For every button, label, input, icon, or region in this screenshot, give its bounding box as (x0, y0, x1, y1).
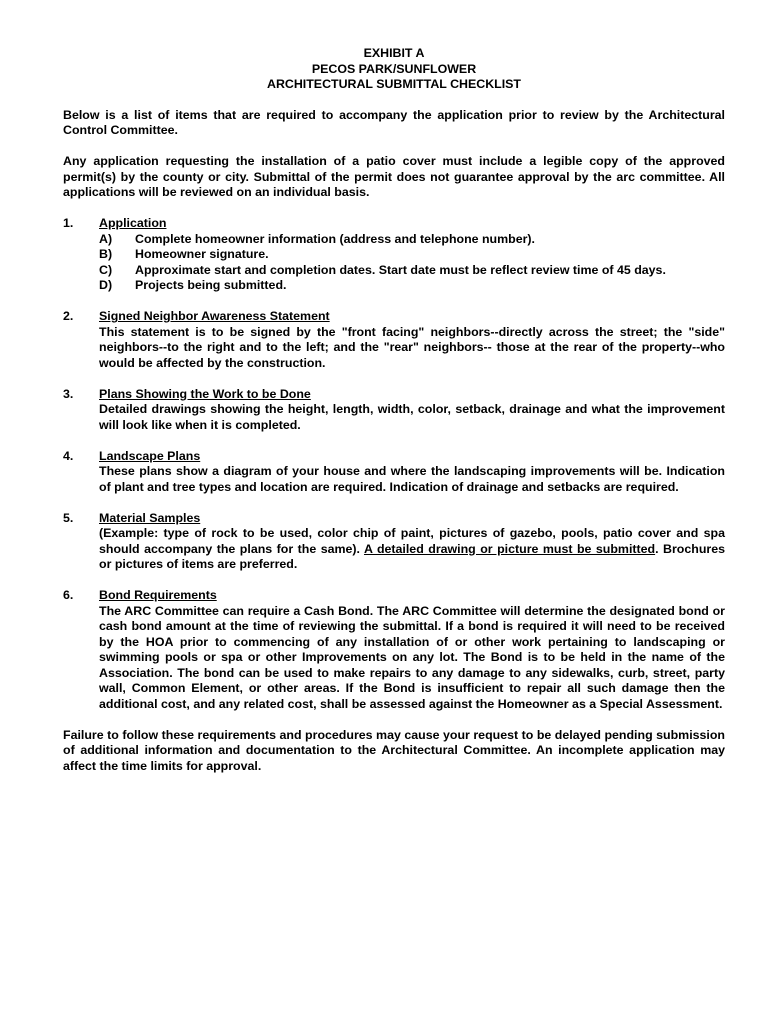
checklist-item-material-samples (63, 511, 725, 573)
exhibit-title: EXHIBIT A (363, 46, 425, 60)
sub-item-text: Complete homeowner information (address and telephone number). (135, 231, 535, 246)
patio-cover-paragraph: Any application requesting the installation of a patio cover must include a legible copy of the approved permit(s) by the county or city. Submittal of the permit does not guarantee approval by the arc committee. All applications will be reviewed on an individual basis. (63, 154, 725, 199)
item-body (99, 511, 725, 573)
checklist-item-application (63, 216, 725, 294)
title-block (63, 46, 725, 93)
sub-item-text: Approximate start and completion dates. Start date must be reflect review time of 45 days. (135, 262, 666, 277)
checklist-title: ARCHITECTURAL SUBMITTAL CHECKLIST (267, 77, 521, 91)
item-description: The ARC Committee can require a Cash Bond. The ARC Committee will determine the designated bond or cash bond amount at the time of reviewing the submittal. If a bond is required it will need to be received by the HOA prior to commencing of any installation of or other work pertaining to landscaping or swimming pools or spa or other Improvements on any lot. The Bond is to be held in the name of the Association. The bond can be used to make repairs to any damage to any sidewalks, curb, street, party wall, Common Element, or other areas. If the Bond is insufficient to repair all such damage then the additional cost, and any related cost, shall be assessed against the Homeowner as a Special Assessment. (99, 603, 725, 711)
item-body (99, 309, 725, 371)
description-text: . Brochures or pictures of items are preferred. (99, 541, 726, 571)
checklist-item-neighbor-statement (63, 309, 725, 371)
item-number: 1. (63, 216, 74, 230)
checklist-item-plans (63, 387, 725, 434)
item-description: Detailed drawings showing the height, length, width, color, setback, drainage and what the improvement will look like when it is completed. (99, 402, 725, 432)
item-body (99, 449, 725, 496)
item-description: This statement is to be signed by the "front facing" neighbors--directly across the street; the "side" neighbors--to the right and to the left; and the "rear" neighbors-- those at the rear of the property--who would be affected by the construction. (99, 324, 725, 370)
item-heading: Bond Requirements (99, 588, 217, 602)
sub-item (99, 263, 725, 279)
item-description: These plans show a diagram of your house and where the landscaping improvements will be. Indication of plant and tree types and location are required. Indication of drainage and setbacks are required. (99, 464, 725, 494)
checklist-item-landscape (63, 449, 725, 496)
closing-paragraph: Failure to follow these requirements and procedures may cause your request to be delayed pending submission of additional information and documentation to the Architectural Committee. An incomplete application may affect the time limits for approval. (63, 727, 725, 773)
item-number: 3. (63, 386, 74, 401)
community-name: PECOS PARK/SUNFLOWER (311, 61, 477, 76)
checklist-item-bond (63, 588, 725, 712)
item-heading: Application (99, 216, 167, 230)
item-number: 4. (63, 448, 74, 463)
sub-item-text: Projects being submitted. (135, 278, 287, 292)
underlined-requirement: A detailed drawing or picture must be submitted (363, 541, 656, 556)
sub-item (99, 247, 725, 263)
sub-item-letter: B) (99, 247, 113, 261)
description-text: (Example: type of rock to be used, color chip of paint, pictures of gazebo, pools, patio cover and spa should accompany the plans for the same). (99, 526, 725, 556)
document-page (63, 46, 725, 774)
item-number: 6. (63, 588, 74, 602)
item-number: 2. (63, 309, 74, 323)
item-body (99, 588, 725, 712)
item-description (99, 526, 725, 573)
sub-item-letter: A) (99, 231, 113, 246)
item-number: 5. (63, 510, 74, 525)
item-body (99, 387, 725, 434)
sub-item (99, 232, 725, 248)
item-heading: Signed Neighbor Awareness Statement (99, 309, 330, 323)
intro-paragraph: Below is a list of items that are required to accompany the application prior to review by the Architectural Control Committee. (63, 107, 725, 137)
item-heading: Plans Showing the Work to be Done (99, 386, 311, 401)
item-body (99, 216, 725, 294)
item-heading: Landscape Plans (99, 448, 201, 463)
sub-item-letter: D) (99, 278, 113, 292)
sub-item-text: Homeowner signature. (135, 247, 269, 261)
sub-item-letter: C) (99, 262, 113, 277)
item-heading: Material Samples (99, 510, 201, 525)
sub-item (99, 278, 725, 294)
